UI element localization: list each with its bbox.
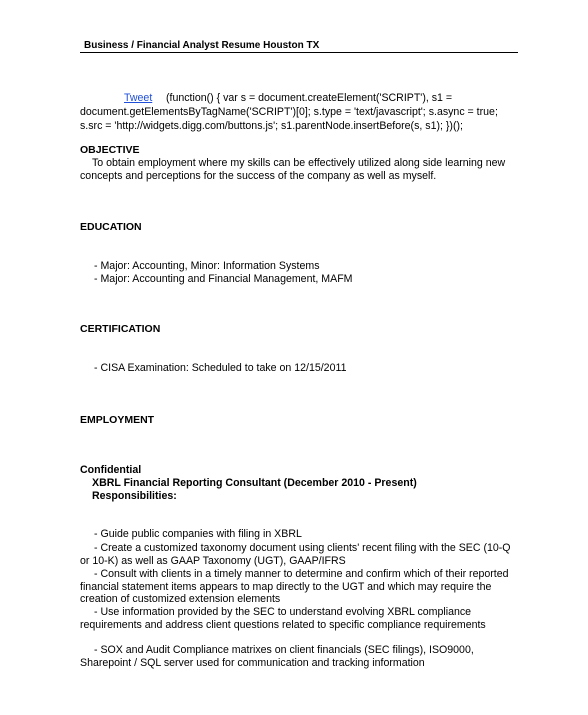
objective-text-line-1: To obtain employment where my skills can be effectively utilized along side learning new [92, 157, 506, 169]
responsibility-line: creation of customized extension elements [80, 593, 281, 605]
job-title: XBRL Financial Reporting Consultant (December 2010 - Present) [92, 477, 417, 489]
embed-code-line-2: document.getElementsByTagName('SCRIPT')[0]; s.type = 'text/javascript'; s.async = true; [80, 106, 498, 118]
document-header-title: Business / Financial Analyst Resume Houston TX [84, 40, 320, 51]
responsibility-line: financial statement items appears to map directly to the UGT and which may require the [80, 581, 492, 593]
header-divider [80, 52, 518, 53]
employer-name: Confidential [80, 464, 142, 476]
responsibility-line: - Consult with clients in a timely manner to determine and confirm which of their reported [94, 568, 509, 580]
education-heading: EDUCATION [80, 221, 142, 233]
responsibility-line: or 10-K) as well as GAAP Taxonomy (UGT), GAAP/IFRS [80, 555, 346, 567]
education-item: - Major: Accounting, Minor: Information Systems [94, 260, 320, 272]
responsibility-line: Sharepoint / SQL server used for communication and tracking information [80, 657, 425, 669]
objective-text-line-2: concepts and perceptions for the success of the company as well as myself. [80, 170, 437, 182]
tweet-link[interactable] [124, 92, 152, 104]
responsibility-line: - Guide public companies with filing in XBRL [94, 528, 302, 540]
education-item: - Major: Accounting and Financial Management, MAFM [94, 273, 353, 285]
responsibility-line: - SOX and Audit Compliance matrixes on client financials (SEC filings), ISO9000, [94, 644, 474, 656]
embed-code-line-3: s.src = 'http://widgets.digg.com/buttons.js'; s1.parentNode.insertBefore(s, s1); })(); [80, 120, 463, 132]
certification-item: - CISA Examination: Scheduled to take on 12/15/2011 [94, 362, 347, 374]
responsibility-line: - Use information provided by the SEC to understand evolving XBRL compliance [94, 606, 472, 618]
employment-heading: EMPLOYMENT [80, 414, 155, 426]
certification-heading: CERTIFICATION [80, 323, 161, 335]
responsibility-line: requirements and address client questions related to specific compliance requirements [80, 619, 486, 631]
responsibilities-label: Responsibilities: [92, 490, 177, 502]
responsibility-line: - Create a customized taxonomy document using clients' recent filing with the SEC (10-Q [94, 542, 511, 554]
embed-code-line-1: (function() { var s = document.createElement('SCRIPT'), s1 = [166, 92, 453, 104]
objective-heading: OBJECTIVE [80, 144, 140, 156]
tweet-link-label[interactable]: Tweet [124, 92, 153, 104]
